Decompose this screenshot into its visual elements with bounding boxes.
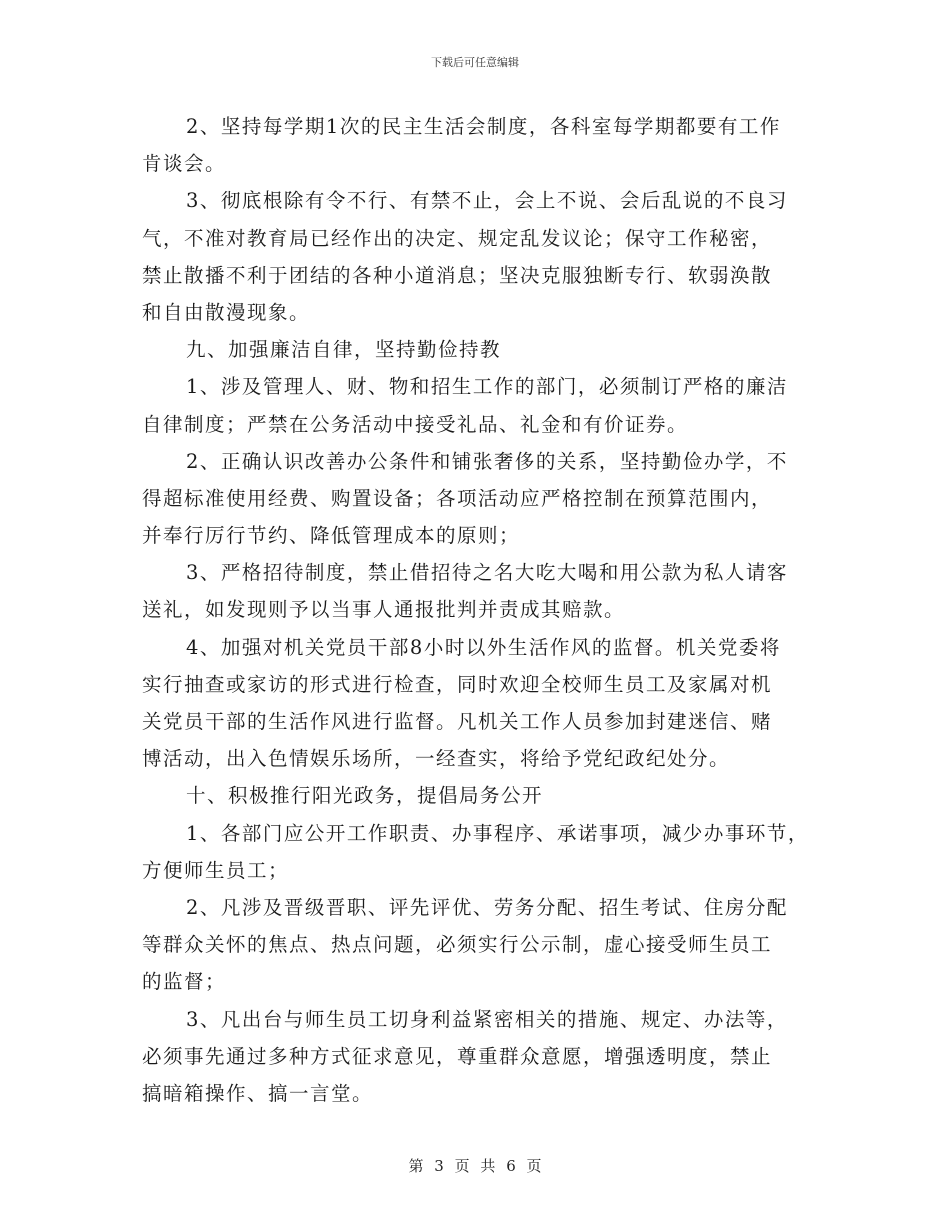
text-line: 方便师生员工； <box>142 858 290 882</box>
text-line: 关党员干部的生活作风进行监督。凡机关工作人员参加封建迷信、赌 <box>142 710 773 733</box>
text-line: 3、严格招待制度，禁止借招待之名大吃大喝和用公款为私人请客 <box>186 561 788 585</box>
text-line: 的监督； <box>142 970 227 994</box>
document-body <box>142 108 822 1112</box>
text-line: 禁止散播不利于团结的各种小道消息；坚决克服独断专行、软弱涣散 <box>142 263 773 287</box>
text-line: 3、彻底根除有令不行、有禁不止，会上不说、会后乱说的不良习 <box>186 189 788 213</box>
footer-ye: 页 <box>454 1157 470 1175</box>
footer-total-pages: 6 <box>506 1157 516 1175</box>
text-line: 4、加强对机关党员干部8小时以外生活作风的监督。机关党委将 <box>186 635 781 659</box>
page-header: 下载后可任意编辑 <box>431 56 519 69</box>
text-line: 搞暗箱操作、搞一言堂。 <box>142 1081 374 1105</box>
footer-di: 第 <box>408 1157 424 1175</box>
text-line: 气，不准对教育局已经作出的决定、规定乱发议论；保守工作秘密， <box>142 226 773 250</box>
page-footer <box>0 1155 950 1176</box>
text-line: 1、涉及管理人、财、物和招生工作的部门，必须制订严格的廉洁 <box>186 375 788 399</box>
footer-ye2: 页 <box>526 1157 542 1175</box>
text-line: 十、积极推行阳光政务，提倡局务公开 <box>186 784 544 808</box>
text-line: 自律制度；严禁在公务活动中接受礼品、礼金和有价证券。 <box>142 412 689 436</box>
text-line: 肯谈会。 <box>142 152 227 176</box>
text-line: 2、正确认识改善办公条件和铺张奢侈的关系，坚持勤俭办学，不 <box>186 449 788 473</box>
text-line: 等群众关怀的焦点、热点问题，必须实行公示制，虚心接受师生员工 <box>142 933 773 957</box>
text-line: 并奉行厉行节约、降低管理成本的原则； <box>142 524 521 548</box>
text-line: 和自由散漫现象。 <box>142 300 311 324</box>
text-line: 必须事先通过多种方式征求意见，尊重群众意愿，增强透明度，禁止 <box>142 1044 773 1068</box>
text-line: 九、加强廉洁自律，坚持勤俭持教 <box>186 338 502 362</box>
text-line: 1、各部门应公开工作职责、办事程序、承诺事项，减少办事环节， <box>186 821 809 845</box>
text-line: 送礼，如发现则予以当事人通报批判并责成其赔款。 <box>142 598 626 622</box>
text-line: 博活动，出入色情娱乐场所，一经查实，将给予党纪政纪处分。 <box>142 747 731 771</box>
footer-gong: 共 <box>480 1157 496 1175</box>
text-line: 3、凡出台与师生员工切身利益紧密相关的措施、规定、办法等， <box>186 1007 788 1031</box>
text-line: 得超标准使用经费、购置设备；各项活动应严格控制在预算范围内， <box>142 486 773 510</box>
text-line: 2、坚持每学期1次的民主生活会制度，各科室每学期都要有工作 <box>186 115 781 138</box>
text-line: 2、凡涉及晋级晋职、评先评优、劳务分配、招生考试、住房分配 <box>186 895 788 919</box>
text-line: 实行抽查或家访的形式进行检查，同时欢迎全校师生员工及家属对机 <box>142 672 773 696</box>
footer-current-page: 3 <box>434 1157 444 1175</box>
